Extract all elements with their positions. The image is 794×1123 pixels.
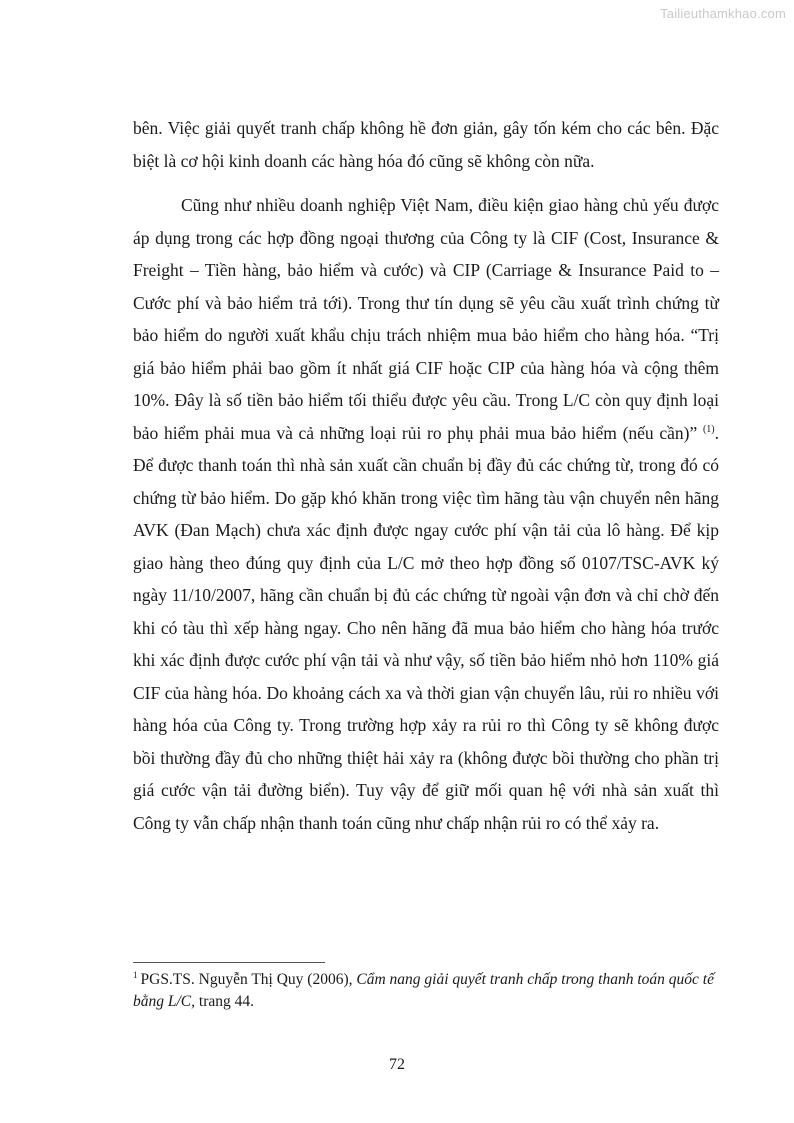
footnote-mark: 1 bbox=[133, 969, 138, 980]
footnote-page: trang 44. bbox=[195, 993, 254, 1010]
footnote-separator bbox=[133, 962, 325, 963]
main-text-body bbox=[133, 112, 719, 839]
footnote-author: PGS.TS. Nguyễn Thị Quy (2006), bbox=[140, 971, 357, 988]
paragraph-text-part1: Cũng như nhiều doanh nghiệp Việt Nam, điều kiện giao hàng chủ yếu được áp dụng trong các hợp đồng ngoại thương của Công ty là CIF (Cost, Insurance & Freight – Tiền hàng, bảo hiểm và cước) và CIP (Carriage & Insurance Paid to – Cước phí và bảo hiểm trả tới). Trong thư tín dụng sẽ yêu cầu xuất trình chứng từ bảo hiểm do người xuất khẩu chịu trách nhiệm mua bảo hiểm cho hàng hóa. “Trị giá bảo hiểm phải bao gồm ít nhất giá CIF hoặc CIP của hàng hóa và cộng thêm 10%. Đây là số tiền bảo hiểm tối thiểu được yêu cầu. Trong L/C còn quy định loại bảo hiểm phải mua và cả những loại rủi ro phụ phải mua bảo hiểm (nếu cần)” bbox=[133, 195, 719, 443]
footnote-reference[interactable]: (1) bbox=[702, 423, 715, 435]
watermark-text: Tailieuthamkhao.com bbox=[660, 6, 786, 21]
page-number: 72 bbox=[389, 1056, 405, 1073]
paragraph-delivery-terms bbox=[133, 189, 719, 839]
footnote-book-title: Cẩm nang giải quyết tranh chấp trong thanh toán quốc tế bằng L/C, bbox=[133, 971, 714, 1010]
paragraph-text-part2: . Để được thanh toán thì nhà sản xuất cần chuẩn bị đầy đủ các chứng từ, trong đó có chứng từ bảo hiểm. Do gặp khó khăn trong việc tìm hãng tàu vận chuyển nên hãng AVK (Đan Mạch) chưa xác định được ngay cước phí vận tải của lô hàng. Để kịp giao hàng theo đúng quy định của L/C mở theo hợp đồng số 0107/TSC-AVK ký ngày 11/10/2007, hãng cần chuẩn bị đủ các chứng từ ngoài vận đơn và chỉ chờ đến khi có tàu thì xếp hàng ngay. Cho nên hãng đã mua bảo hiểm cho hàng hóa trước khi xác định được cước phí vận tải và như vậy, số tiền bảo hiểm nhỏ hơn 110% giá CIF của hàng hóa. Do khoảng cách xa và thời gian vận chuyển lâu, rủi ro nhiều với hàng hóa của Công ty. Trong trường hợp xảy ra rủi ro thì Công ty sẽ không được bồi thường đầy đủ cho những thiệt hải xảy ra (không được bồi thường cho phần trị giá cước vận tải đường biển). Tuy vậy để giữ mối quan hệ với nhà sản xuất thì Công ty vẫn chấp nhận thanh toán cũng như chấp nhận rủi ro có thể xảy ra. bbox=[133, 422, 719, 833]
footnote bbox=[133, 969, 719, 1013]
paragraph-continuation: bên. Việc giải quyết tranh chấp không hề đơn giản, gây tốn kém cho các bên. Đặc biệt là cơ hội kinh doanh các hàng hóa đó cũng sẽ không còn nữa. bbox=[133, 118, 719, 171]
